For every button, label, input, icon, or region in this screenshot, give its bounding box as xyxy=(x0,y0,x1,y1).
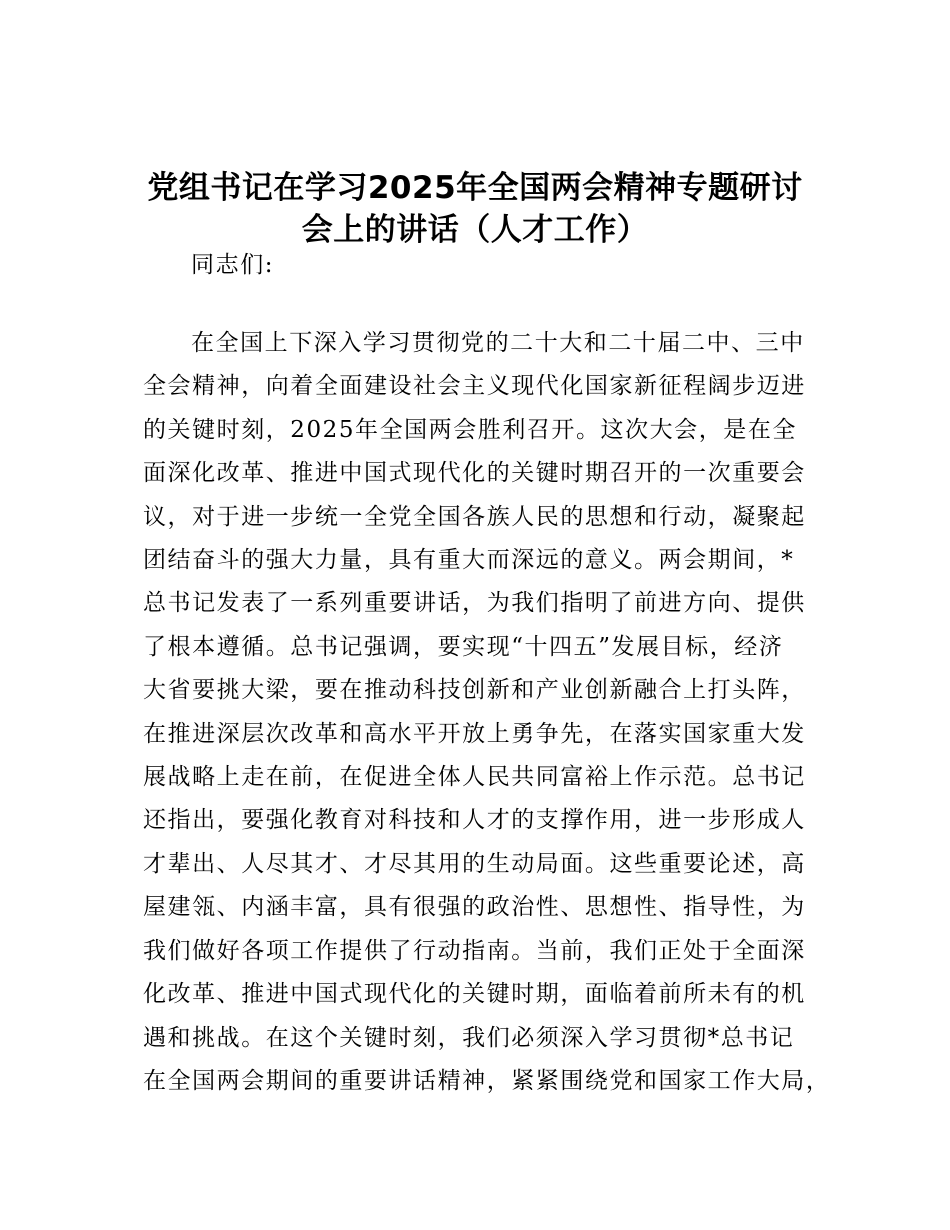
body-line: 在全国两会期间的重要讲话精神，紧紧围绕党和国家工作大局， xyxy=(143,1067,831,1094)
salutation: 同志们: xyxy=(191,252,275,278)
document-title-line-2: 会上的讲话（人才工作） xyxy=(301,212,649,248)
body-line: 还指出，要强化教育对科技和人才的支撑作用，进一步形成人 xyxy=(143,807,806,834)
body-line: 在推进深层次改革和高水平开放上勇争先，在落实国家重大发 xyxy=(143,720,806,747)
body-line: 展战略上走在前，在促进全体人民共同富裕上作示范。总书记 xyxy=(143,764,806,791)
body-line: 大省要挑大梁，要在推动科技创新和产业创新融合上打头阵， xyxy=(143,677,806,704)
body-line: 总书记发表了一系列重要讲话，为我们指明了前进方向、提供 xyxy=(143,590,806,617)
body-paragraph xyxy=(143,322,831,1103)
body-line: 屋建瓴、内涵丰富，具有很强的政治性、思想性、指导性，为 xyxy=(143,894,806,921)
body-line: 议，对于进一步统一全党全国各族人民的思想和行动，凝聚起 xyxy=(143,503,806,530)
body-line: 团结奋斗的强大力量，具有重大而深远的意义。两会期间，* xyxy=(143,547,795,574)
body-line: 全会精神，向着全面建设社会主义现代化国家新征程阔步迈进 xyxy=(143,373,806,400)
body-line: 的关键时刻，2025年全国两会胜利召开。这次大会，是在全 xyxy=(143,416,797,443)
body-line: 我们做好各项工作提供了行动指南。当前，我们正处于全面深 xyxy=(143,937,806,964)
body-line: 面深化改革、推进中国式现代化的关键时期召开的一次重要会 xyxy=(143,460,806,487)
body-line: 才辈出、人尽其才、才尽其用的生动局面。这些重要论述，高 xyxy=(143,850,806,877)
body-line: 了根本遵循。总书记强调，要实现“十四五”发展目标，经济 xyxy=(143,633,784,660)
body-line: 在全国上下深入学习贯彻党的二十大和二十届二中、三中 xyxy=(191,330,805,356)
body-line: 遇和挑战。在这个关键时刻，我们必须深入学习贯彻*总书记 xyxy=(143,1024,795,1051)
body-line: 化改革、推进中国式现代化的关键时期，面临着前所未有的机 xyxy=(143,981,806,1008)
document-title-line-1: 党组书记在学习2025年全国两会精神专题研讨 xyxy=(147,170,803,206)
